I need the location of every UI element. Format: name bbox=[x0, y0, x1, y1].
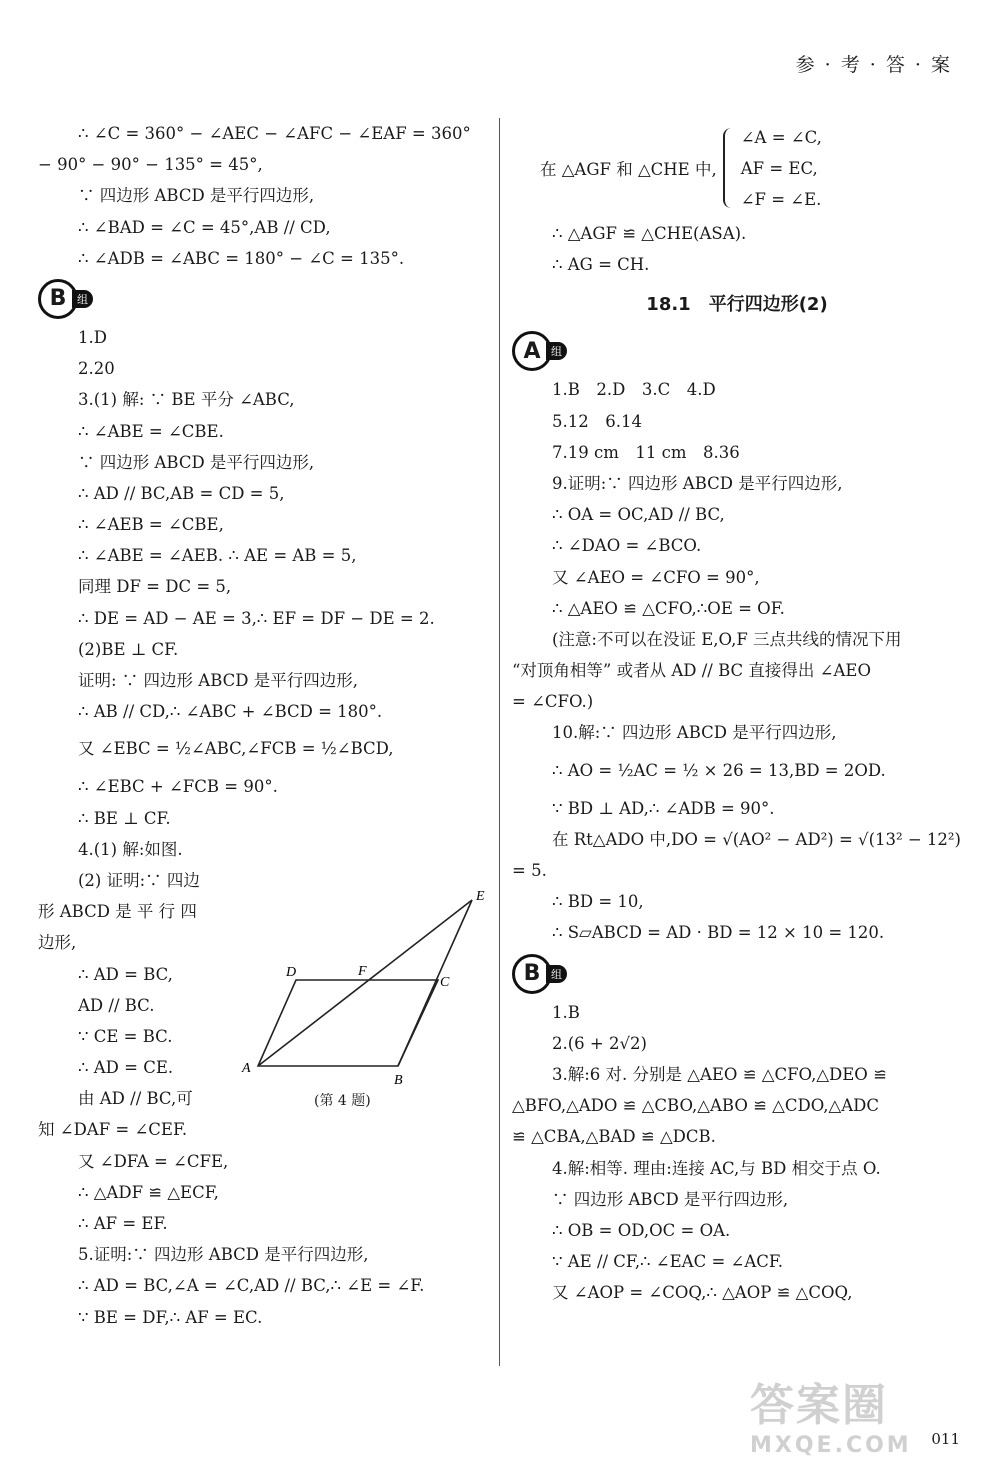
text-line: (注意:不可以在没证 E,O,F 三点共线的情况下用 bbox=[552, 629, 902, 649]
text-line: ∴ BD = 10, bbox=[552, 892, 644, 912]
text-line: 2.20 bbox=[78, 359, 115, 379]
text-line: ∴ ∠AEB = ∠CBE, bbox=[78, 515, 224, 535]
text-line: 2.(6 + 2√2) bbox=[552, 1033, 647, 1053]
badge-tail: 组 bbox=[546, 342, 567, 360]
brace-items bbox=[741, 122, 822, 215]
segment-be bbox=[398, 900, 472, 1066]
text-line: ∵ 四边形 ABCD 是平行四边形, bbox=[78, 452, 315, 472]
badge-letter: B bbox=[38, 279, 78, 319]
label-d: D bbox=[286, 965, 297, 980]
text-line: ∵ BE = DF,∴ AF = EC. bbox=[78, 1307, 263, 1327]
text-line: 5.12 6.14 bbox=[552, 411, 642, 431]
text-line: ∴ ∠EBC + ∠FCB = 90°. bbox=[78, 777, 278, 797]
watermark-bottom: MXQE.COM bbox=[750, 1433, 912, 1458]
text-line: ∴ OA = OC,AD // BC, bbox=[552, 505, 725, 525]
group-a-badge bbox=[512, 332, 567, 370]
text-line: ∴ △AGF ≌ △CHE(ASA). bbox=[552, 224, 747, 243]
group-b-badge bbox=[512, 955, 567, 993]
text-line: ∵ 四边形 ABCD 是平行四边形, bbox=[552, 1189, 789, 1209]
text-line: 1.B 2.D 3.C 4.D bbox=[552, 380, 716, 400]
text-line: ∴ DE = AD − AE = 3,∴ EF = DF − DE = 2. bbox=[78, 608, 435, 628]
text-line: 知 ∠DAF = ∠CEF. bbox=[38, 1120, 188, 1140]
text-line: 1.B bbox=[552, 1002, 580, 1022]
text-line: 又 ∠DFA = ∠CFE, bbox=[78, 1151, 229, 1171]
brace-item: AF = EC, bbox=[740, 158, 818, 178]
text-line: △BFO,△ADO ≌ △CBO,△ABO ≌ △CDO,△ADC bbox=[512, 1096, 879, 1116]
text-line: 4.(1) 解:如图. bbox=[78, 839, 183, 859]
text-line: ∵ BD ⊥ AD,∴ ∠ADB = 90°. bbox=[552, 798, 775, 818]
text-line: 证明: ∵ 四边形 ABCD 是平行四边形, bbox=[78, 671, 358, 690]
text-line: 5.证明:∵ 四边形 ABCD 是平行四边形, bbox=[78, 1245, 369, 1265]
text-line: 在 Rt△ADO 中,DO = √(AO² − AD²) = √(13² − 12²) bbox=[552, 829, 961, 849]
text-line: ∴ AD = CE. bbox=[78, 1058, 174, 1078]
text-line: ∴ AD = BC, bbox=[78, 964, 173, 984]
page-header: 参 · 考 · 答 · 案 bbox=[795, 54, 952, 76]
parallelogram-abcd bbox=[258, 980, 438, 1066]
text-line: ∴ BE ⊥ CF. bbox=[78, 808, 171, 828]
text-line: 同理 DF = DC = 5, bbox=[78, 577, 232, 597]
section-title: 18.1 平行四边形(2) bbox=[646, 294, 828, 316]
text-line: 3.解:6 对. 分别是 △AEO ≌ △CFO,△DEO ≌ bbox=[552, 1064, 887, 1084]
badge-tail: 组 bbox=[546, 965, 567, 983]
label-c: C bbox=[440, 975, 450, 990]
text-line: ≌ △CBA,△BAD ≌ △DCB. bbox=[512, 1127, 716, 1147]
text-line: ∵ CE = BC. bbox=[78, 1026, 173, 1046]
text-line: “对顶角相等” 或者从 AD // BC 直接得出 ∠AEO bbox=[512, 661, 871, 681]
text-line: ∴ ∠ADB = ∠ABC = 180° − ∠C = 135°. bbox=[78, 248, 405, 268]
text-line: (2) 证明:∵ 四边 bbox=[78, 870, 200, 890]
text-line: 又 ∠AEO = ∠CFO = 90°, bbox=[552, 567, 760, 587]
column-divider bbox=[499, 118, 500, 1366]
group-b-badge bbox=[38, 280, 93, 318]
left-brace bbox=[723, 128, 735, 208]
text-line: 1.D bbox=[78, 327, 107, 347]
text-line: ∴ S▱ABCD = AD · BD = 12 × 10 = 120. bbox=[552, 923, 885, 943]
text-line: 4.解:相等. 理由:连接 AC,与 BD 相交于点 O. bbox=[552, 1158, 881, 1178]
label-a: A bbox=[242, 1061, 251, 1076]
text-line: ∴ AF = EF. bbox=[78, 1214, 168, 1233]
text-line: ∵ 四边形 ABCD 是平行四边形, bbox=[78, 186, 315, 206]
label-e: E bbox=[476, 889, 485, 904]
text-line: ∴ OB = OD,OC = OA. bbox=[552, 1220, 731, 1240]
text-line: 7.19 cm 11 cm 8.36 bbox=[552, 442, 740, 462]
text-line: ∴ AB // CD,∴ ∠ABC + ∠BCD = 180°. bbox=[78, 702, 383, 722]
label-f: F bbox=[358, 964, 367, 979]
text-line: ∴ ∠DAO = ∠BCO. bbox=[552, 536, 702, 556]
badge-letter: A bbox=[512, 331, 552, 371]
text-line: 边形, bbox=[38, 933, 77, 953]
text-line: ∴ ∠C = 360° − ∠AEC − ∠AFC − ∠EAF = 360° bbox=[78, 124, 471, 143]
badge-letter: B bbox=[512, 954, 552, 994]
text-line: 又 ∠EBC = ½∠ABC,∠FCB = ½∠BCD, bbox=[78, 739, 394, 759]
left-column bbox=[38, 118, 488, 1333]
text-line: = 5. bbox=[512, 861, 547, 880]
brace-prefix: 在 △AGF 和 △CHE 中, bbox=[540, 160, 717, 179]
text-line: − 90° − 90° − 135° = 45°, bbox=[38, 155, 263, 175]
badge-tail: 组 bbox=[72, 290, 93, 308]
label-b: B bbox=[394, 1073, 403, 1088]
text-line: AD // BC. bbox=[78, 995, 155, 1015]
brace-system bbox=[512, 118, 962, 218]
parallelogram-figure bbox=[240, 886, 500, 1116]
text-line: 10.解:∵ 四边形 ABCD 是平行四边形, bbox=[552, 723, 837, 743]
brace-item: ∠A = ∠C, bbox=[740, 127, 822, 147]
text-line: 又 ∠AOP = ∠COQ,∴ △AOP ≌ △COQ, bbox=[552, 1283, 853, 1303]
figure-caption: (第 4 题) bbox=[314, 1093, 371, 1109]
right-column bbox=[512, 118, 962, 1308]
page-number: 011 bbox=[931, 1430, 960, 1448]
text-line: ∴ AD = BC,∠A = ∠C,AD // BC,∴ ∠E = ∠F. bbox=[78, 1276, 425, 1296]
text-line: ∴ ∠ABE = ∠CBE. bbox=[78, 421, 224, 441]
text-line: ∴ △AEO ≌ △CFO,∴OE = OF. bbox=[552, 598, 785, 618]
text-line: ∴ ∠ABE = ∠AEB. ∴ AE = AB = 5, bbox=[78, 546, 357, 566]
text-line: ∴ AO = ½AC = ½ × 26 = 13,BD = 2OD. bbox=[552, 760, 886, 780]
text-line: ∵ AE // CF,∴ ∠EAC = ∠ACF. bbox=[552, 1252, 784, 1272]
brace-item: ∠F = ∠E. bbox=[740, 189, 822, 209]
text-line: ∴ ∠BAD = ∠C = 45°,AB // CD, bbox=[78, 217, 331, 237]
text-line: ∴ AD // BC,AB = CD = 5, bbox=[78, 483, 285, 503]
text-line: 由 AD // BC,可 bbox=[78, 1089, 193, 1109]
text-line: ∴ AG = CH. bbox=[552, 255, 650, 275]
watermark-top: 答案圈 bbox=[750, 1380, 888, 1431]
text-line: 3.(1) 解: ∵ BE 平分 ∠ABC, bbox=[78, 390, 295, 410]
text-line: = ∠CFO.) bbox=[512, 692, 594, 712]
text-line: 形 ABCD 是 平 行 四 bbox=[38, 902, 197, 922]
text-line: ∴ △ADF ≌ △ECF, bbox=[78, 1182, 219, 1202]
text-line: 9.证明:∵ 四边形 ABCD 是平行四边形, bbox=[552, 473, 843, 493]
text-line: (2)BE ⊥ CF. bbox=[78, 639, 179, 659]
